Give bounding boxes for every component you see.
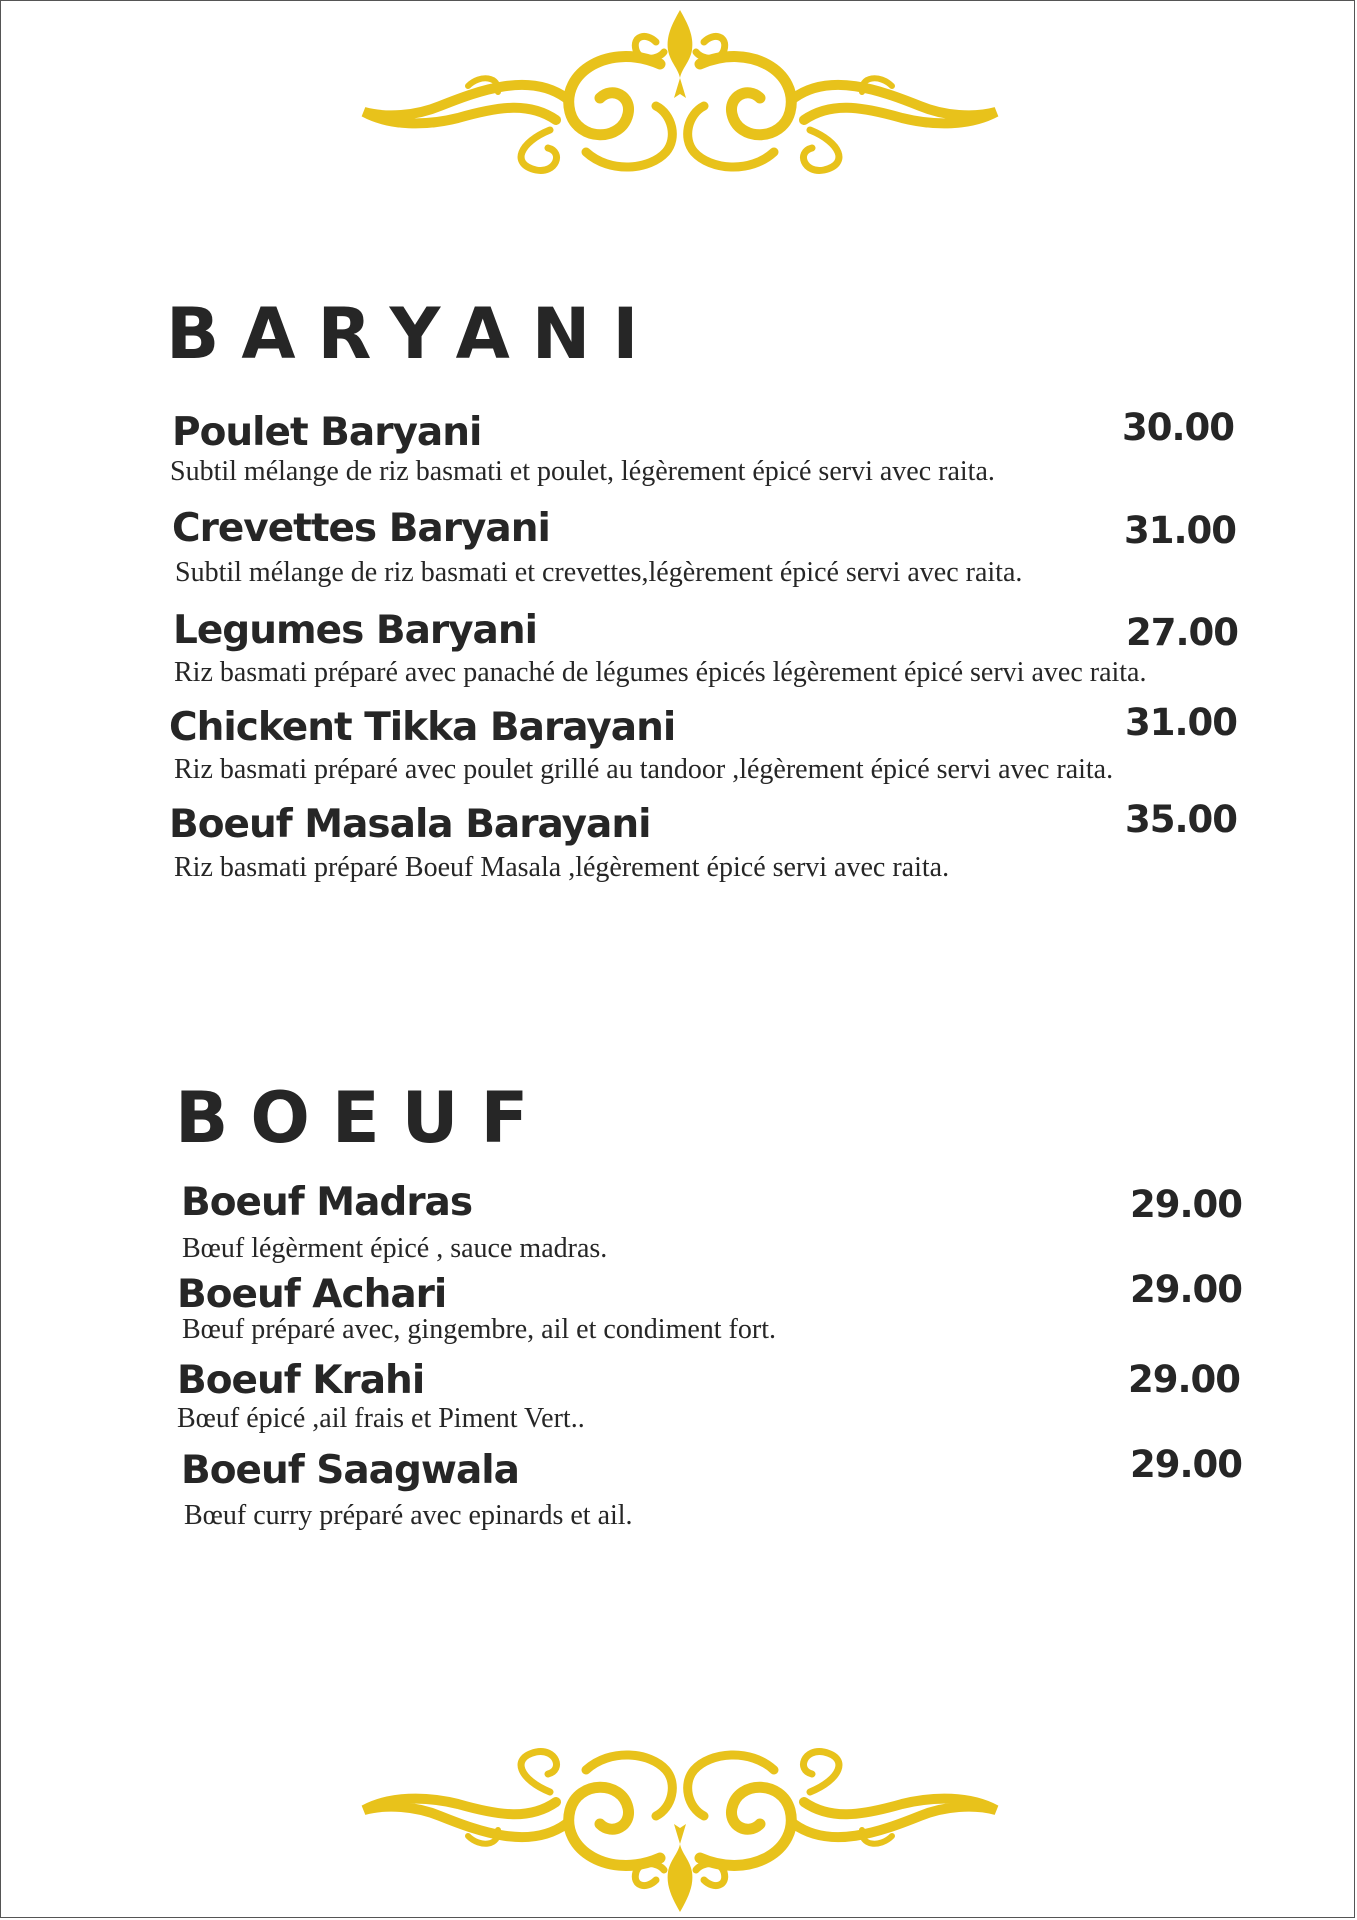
item-name: Crevettes Baryani: [172, 506, 550, 551]
item-name: Legumes Baryani: [173, 608, 538, 653]
item-description: Bœuf préparé avec, gingembre, ail et condiment fort.: [182, 1314, 776, 1345]
item-price: 35.00: [1125, 798, 1238, 841]
item-description: Bœuf légèrment épicé , sauce madras.: [182, 1233, 608, 1264]
item-description: Subtil mélange de riz basmati et crevettes,légèrement épicé servi avec raita.: [175, 557, 1023, 588]
item-description: Subtil mélange de riz basmati et poulet, légèrement épicé servi avec raita.: [170, 456, 995, 487]
item-name: Boeuf Saagwala: [181, 1448, 519, 1493]
item-price: 30.00: [1122, 406, 1235, 449]
item-price: 27.00: [1126, 611, 1239, 654]
item-description: Bœuf curry préparé avec epinards et ail.: [184, 1500, 633, 1531]
item-price: 31.00: [1124, 509, 1237, 552]
item-description: Riz basmati préparé Boeuf Masala ,légèrement épicé servi avec raita.: [174, 852, 950, 883]
item-name: Boeuf Madras: [181, 1180, 473, 1225]
item-price: 29.00: [1130, 1183, 1243, 1226]
item-name: Chickent Tikka Barayani: [169, 705, 676, 750]
section-title-baryani: BARYANI: [166, 293, 661, 375]
item-description: Riz basmati préparé avec panaché de légumes épicés légèrement épicé servi avec raita.: [174, 657, 1147, 688]
item-price: 29.00: [1130, 1443, 1243, 1486]
section-title-boeuf: BOEUF: [175, 1077, 551, 1159]
item-name: Poulet Baryani: [172, 410, 482, 455]
item-price: 31.00: [1125, 701, 1238, 744]
item-name: Boeuf Krahi: [177, 1358, 425, 1403]
top-ornament-icon: [360, 2, 1000, 187]
item-name: Boeuf Masala Barayani: [169, 802, 651, 847]
bottom-ornament-icon: [360, 1735, 1000, 1920]
item-name: Boeuf Achari: [177, 1272, 447, 1317]
item-price: 29.00: [1128, 1358, 1241, 1401]
item-price: 29.00: [1130, 1268, 1243, 1311]
item-description: Bœuf épicé ,ail frais et Piment Vert..: [177, 1403, 585, 1434]
item-description: Riz basmati préparé avec poulet grillé au tandoor ,légèrement épicé servi avec raita.: [174, 754, 1114, 785]
